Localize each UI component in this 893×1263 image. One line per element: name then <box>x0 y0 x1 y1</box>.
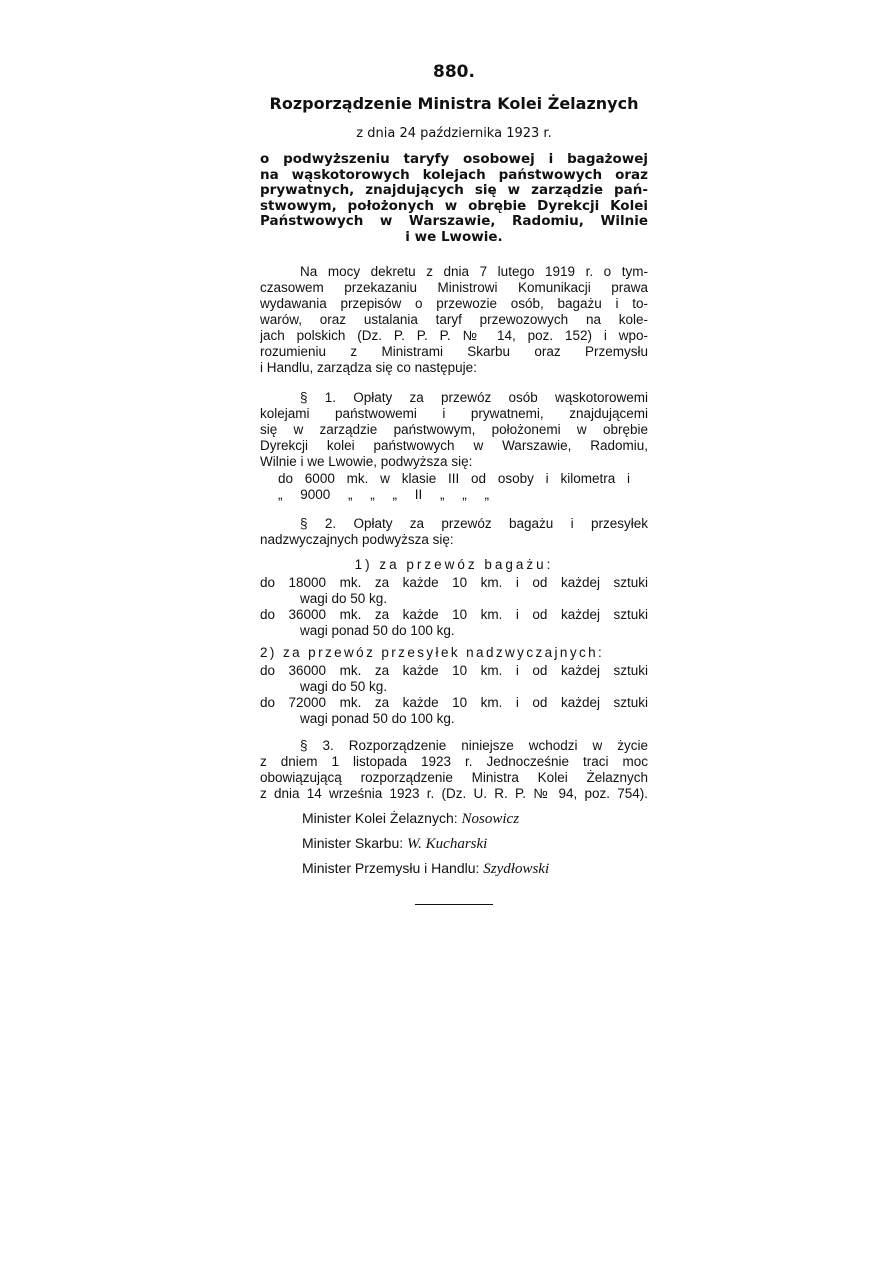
signature-name: Szydłowski <box>483 861 550 877</box>
special-shipment-line: wagi do 50 kg. <box>300 679 388 694</box>
special-shipment-line: do 72000 mk. za każde 10 km. i od każdej sztuki <box>260 695 648 710</box>
subject-line: o podwyższeniu taryfy osobowej i bagażowej <box>260 151 648 167</box>
preamble-line: wydawania przepisów o przewozie osób, bagażu i to- <box>260 296 648 311</box>
signature-name: Nosowicz <box>461 811 520 827</box>
document-number: 880. <box>433 62 475 82</box>
section-1-line: Dyrekcji kolei państwowych w Warszawie, Radomiu, <box>260 438 648 453</box>
subject-line: prywatnych, znajdujących się w zarządzie pań- <box>260 182 648 199</box>
subject-line: na wąskotorowych kolejach państwowych oraz <box>260 166 648 183</box>
signature-name: W. Kucharski <box>407 836 488 852</box>
baggage-line: do 36000 mk. za każde 10 km. i od każdej sztuki <box>260 607 648 622</box>
baggage-subtitle: 1) za przewóz bagażu: <box>354 557 554 572</box>
preamble-line: warów, oraz ustalania taryf przewozowych na kole- <box>260 312 648 327</box>
signature-line <box>302 835 487 853</box>
preamble-line: jach polskich (Dz. P. P. P. № 14, poz. 152) i wpo- <box>260 328 648 343</box>
special-shipment-subtitle: 2) za przewóz przesyłek nadzwyczajnych: <box>260 645 605 660</box>
subject-line: stwowym, położonych w obrębie Dyrekcji Kolei <box>260 197 648 214</box>
subject-line: Państwowych w Warszawie, Radomiu, Wilnie <box>260 213 648 230</box>
document-date: z dnia 24 października 1923 r. <box>356 126 552 141</box>
section-1-line: się w zarządzie państwowym, położonemi w obrębie <box>260 422 648 437</box>
signature-line <box>302 860 549 878</box>
closing-rule <box>415 904 493 905</box>
section-3-line: z dniem 1 listopada 1923 r. Jednocześnie traci moc <box>260 754 648 769</box>
baggage-line: wagi ponad 50 do 100 kg. <box>300 623 455 638</box>
section-1-line: kolejami państwowemi i prywatnemi, znajdującemi <box>260 406 648 421</box>
preamble-line: czasowem przekazaniu Ministrowi Komunikacji prawa <box>260 280 648 295</box>
preamble-line: i Handlu, zarządza się co następuje: <box>260 360 477 375</box>
section-1-line: § 1. Opłaty za przewóz osób wąskotorowemi <box>300 390 648 405</box>
signature-line <box>302 810 519 828</box>
signature-role: Minister Kolei Żelaznych: <box>302 810 458 826</box>
section-2-line: nadzwyczajnych podwyższa się: <box>260 532 454 547</box>
preamble-line: rozumieniu z Ministrami Skarbu oraz Przemysłu <box>260 344 648 359</box>
signature-role: Minister Przemysłu i Handlu: <box>302 860 480 876</box>
document-title: Rozporządzenie Ministra Kolei Żelaznych <box>269 94 639 113</box>
baggage-line: wagi do 50 kg. <box>300 591 388 606</box>
section-2-line: § 2. Opłaty za przewóz bagażu i przesyłek <box>300 516 648 531</box>
tariff-line: „ 9000 „ „ „ II „ „ „ <box>278 487 490 502</box>
special-shipment-line: do 36000 mk. za każde 10 km. i od każdej sztuki <box>260 663 648 678</box>
special-shipment-line: wagi ponad 50 do 100 kg. <box>300 711 455 726</box>
preamble-line: Na mocy dekretu z dnia 7 lutego 1919 r. o tym- <box>300 264 648 279</box>
section-3-line: z dnia 14 września 1923 r. (Dz. U. R. P. № 94, poz. 754). <box>260 786 648 801</box>
section-1-line: Wilnie i we Lwowie, podwyższa się: <box>260 454 473 469</box>
section-3-line: § 3. Rozporządzenie niniejsze wchodzi w życie <box>300 738 648 753</box>
section-3-line: obowiązującą rozporządzenie Ministra Kolei Żelaznych <box>260 770 648 785</box>
signature-role: Minister Skarbu: <box>302 835 404 851</box>
subject-line: i we Lwowie. <box>405 228 503 245</box>
baggage-line: do 18000 mk. za każde 10 km. i od każdej sztuki <box>260 575 648 590</box>
tariff-line: do 6000 mk. w klasie III od osoby i kilometra i <box>278 471 630 486</box>
document-subject <box>260 152 648 246</box>
